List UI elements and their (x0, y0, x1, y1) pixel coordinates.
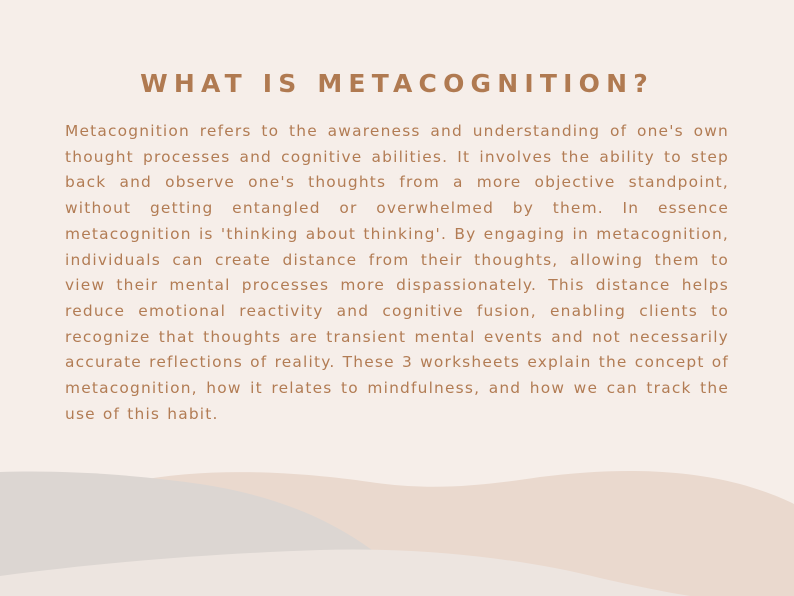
page-title: WHAT IS METACOGNITION? (140, 69, 654, 98)
body-paragraph: Metacognition refers to the awareness and understanding of one's own thought processes and cognitive abilities. It involves the ability to step back and observe one's thoughts from a more objective standpoint, without getting entangled or overwhelmed by them. In essence metacognition is 'thinking about thinking'. By engaging in metacognition, individuals can create distance from their thoughts, allowing them to view their mental processes more dispassionately. This distance helps reduce emotional reactivity and cognitive fusion, enabling clients to recognize that thoughts are transient mental events and not necessarily accurate reflections of reality. These 3 worksheets explain the concept of metacognition, how it relates to mindfulness, and how we can track the use of this habit. (65, 122, 729, 423)
decorative-waves (0, 440, 794, 596)
